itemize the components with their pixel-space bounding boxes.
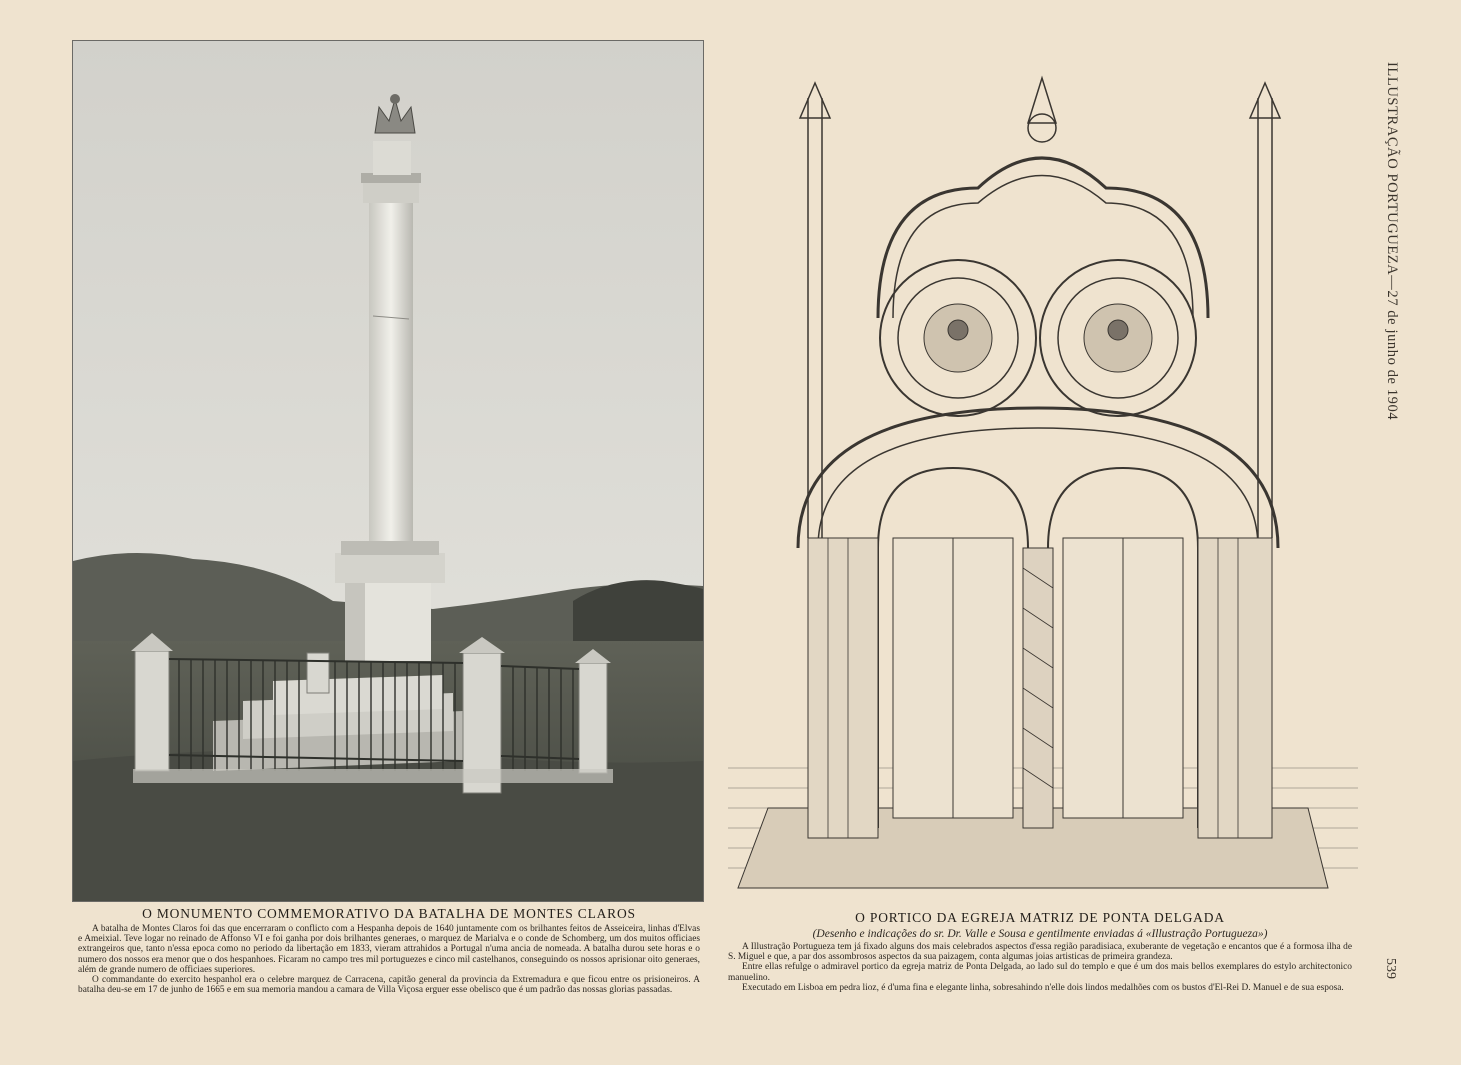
running-header (1370, 62, 1410, 482)
left-caption-title: O MONUMENTO COMMEMORATIVO DA BATALHA DE MONTES CLAROS (142, 906, 636, 921)
monument-photograph (72, 40, 704, 902)
left-paragraph: O commandante do exercito hespanhol era o celebre marquez de Carracena, capitão general da provincia da Extremadura e que ficou entre os prisioneiros. A batalha deu-se em 17 de junho de 1665 e em sua memoria mandou a camara de Villa Viçosa erguer esse obelisco que é um padrão das nossas glorias passadas. (78, 975, 700, 996)
right-caption-subtitle: (Desenho e indicações do sr. Dr. Valle e Sousa e gentilmente enviadas á «Illustração Portugueza») (812, 928, 1268, 940)
running-header-text: ILLUSTRAÇÃO PORTUGUEZA—27 de junho de 1904 (1384, 62, 1400, 421)
right-paragraph: Entre ellas refulge o admiravel portico da egreja matriz de Ponta Delgada, ao lado sul do templo e que é um dos mais bellos exemplares do estylo architectonico manuelino. (728, 962, 1352, 983)
page-number-text: 539 (1383, 958, 1398, 979)
page-number (1372, 958, 1412, 998)
left-caption (78, 906, 700, 995)
left-paragraph: A batalha de Montes Claros foi das que encerraram o conflicto com a Hespanha depois de 1640 juntamente com os brilhantes feitos de Asseiceira, linhas d'Elvas e Ameixial. Teve logar no reinado de Affonso VI e foi ganha por dois brilhantes generaes, o marquez de Marialva e o conde de Schomberg, um dos muitos officiaes extrangeiros que, tanto n'essa epoca como no periodo da libertação em 1833, vieram attrahidos a Portugal n'uma ancia de nomeada. A batalha durou sete horas e o numero dos nossos era menor que o dos hespanhoes. Ficaram no campo tres mil portuguezes e cinco mil castelhanos, conseguindo os nossos aprisionar oito generaes, além de grande numero de officiaes superiores. (78, 924, 700, 975)
right-paragraph: Executado em Lisboa em pedra lioz, é d'uma fina e elegante linha, sobresahindo n'elle dois lindos medalhões com os bustos d'El-Rei D. Manuel e de sua esposa. (742, 982, 1344, 993)
right-paragraph: A Illustração Portugueza tem já fixado alguns dos mais celebrados aspectos d'essa região paradisiaca, exuberante de vegetação e encantos que é a formosa ilha de S. Miguel e que, a par dos assombrosos aspectos da sua paizagem, conta algumas joias artisticas de primeira grandeza. (728, 942, 1352, 963)
right-caption (728, 910, 1352, 993)
portico-engraving (728, 68, 1358, 908)
right-caption-title: O PORTICO DA EGREJA MATRIZ DE PONTA DELGADA (855, 910, 1225, 925)
